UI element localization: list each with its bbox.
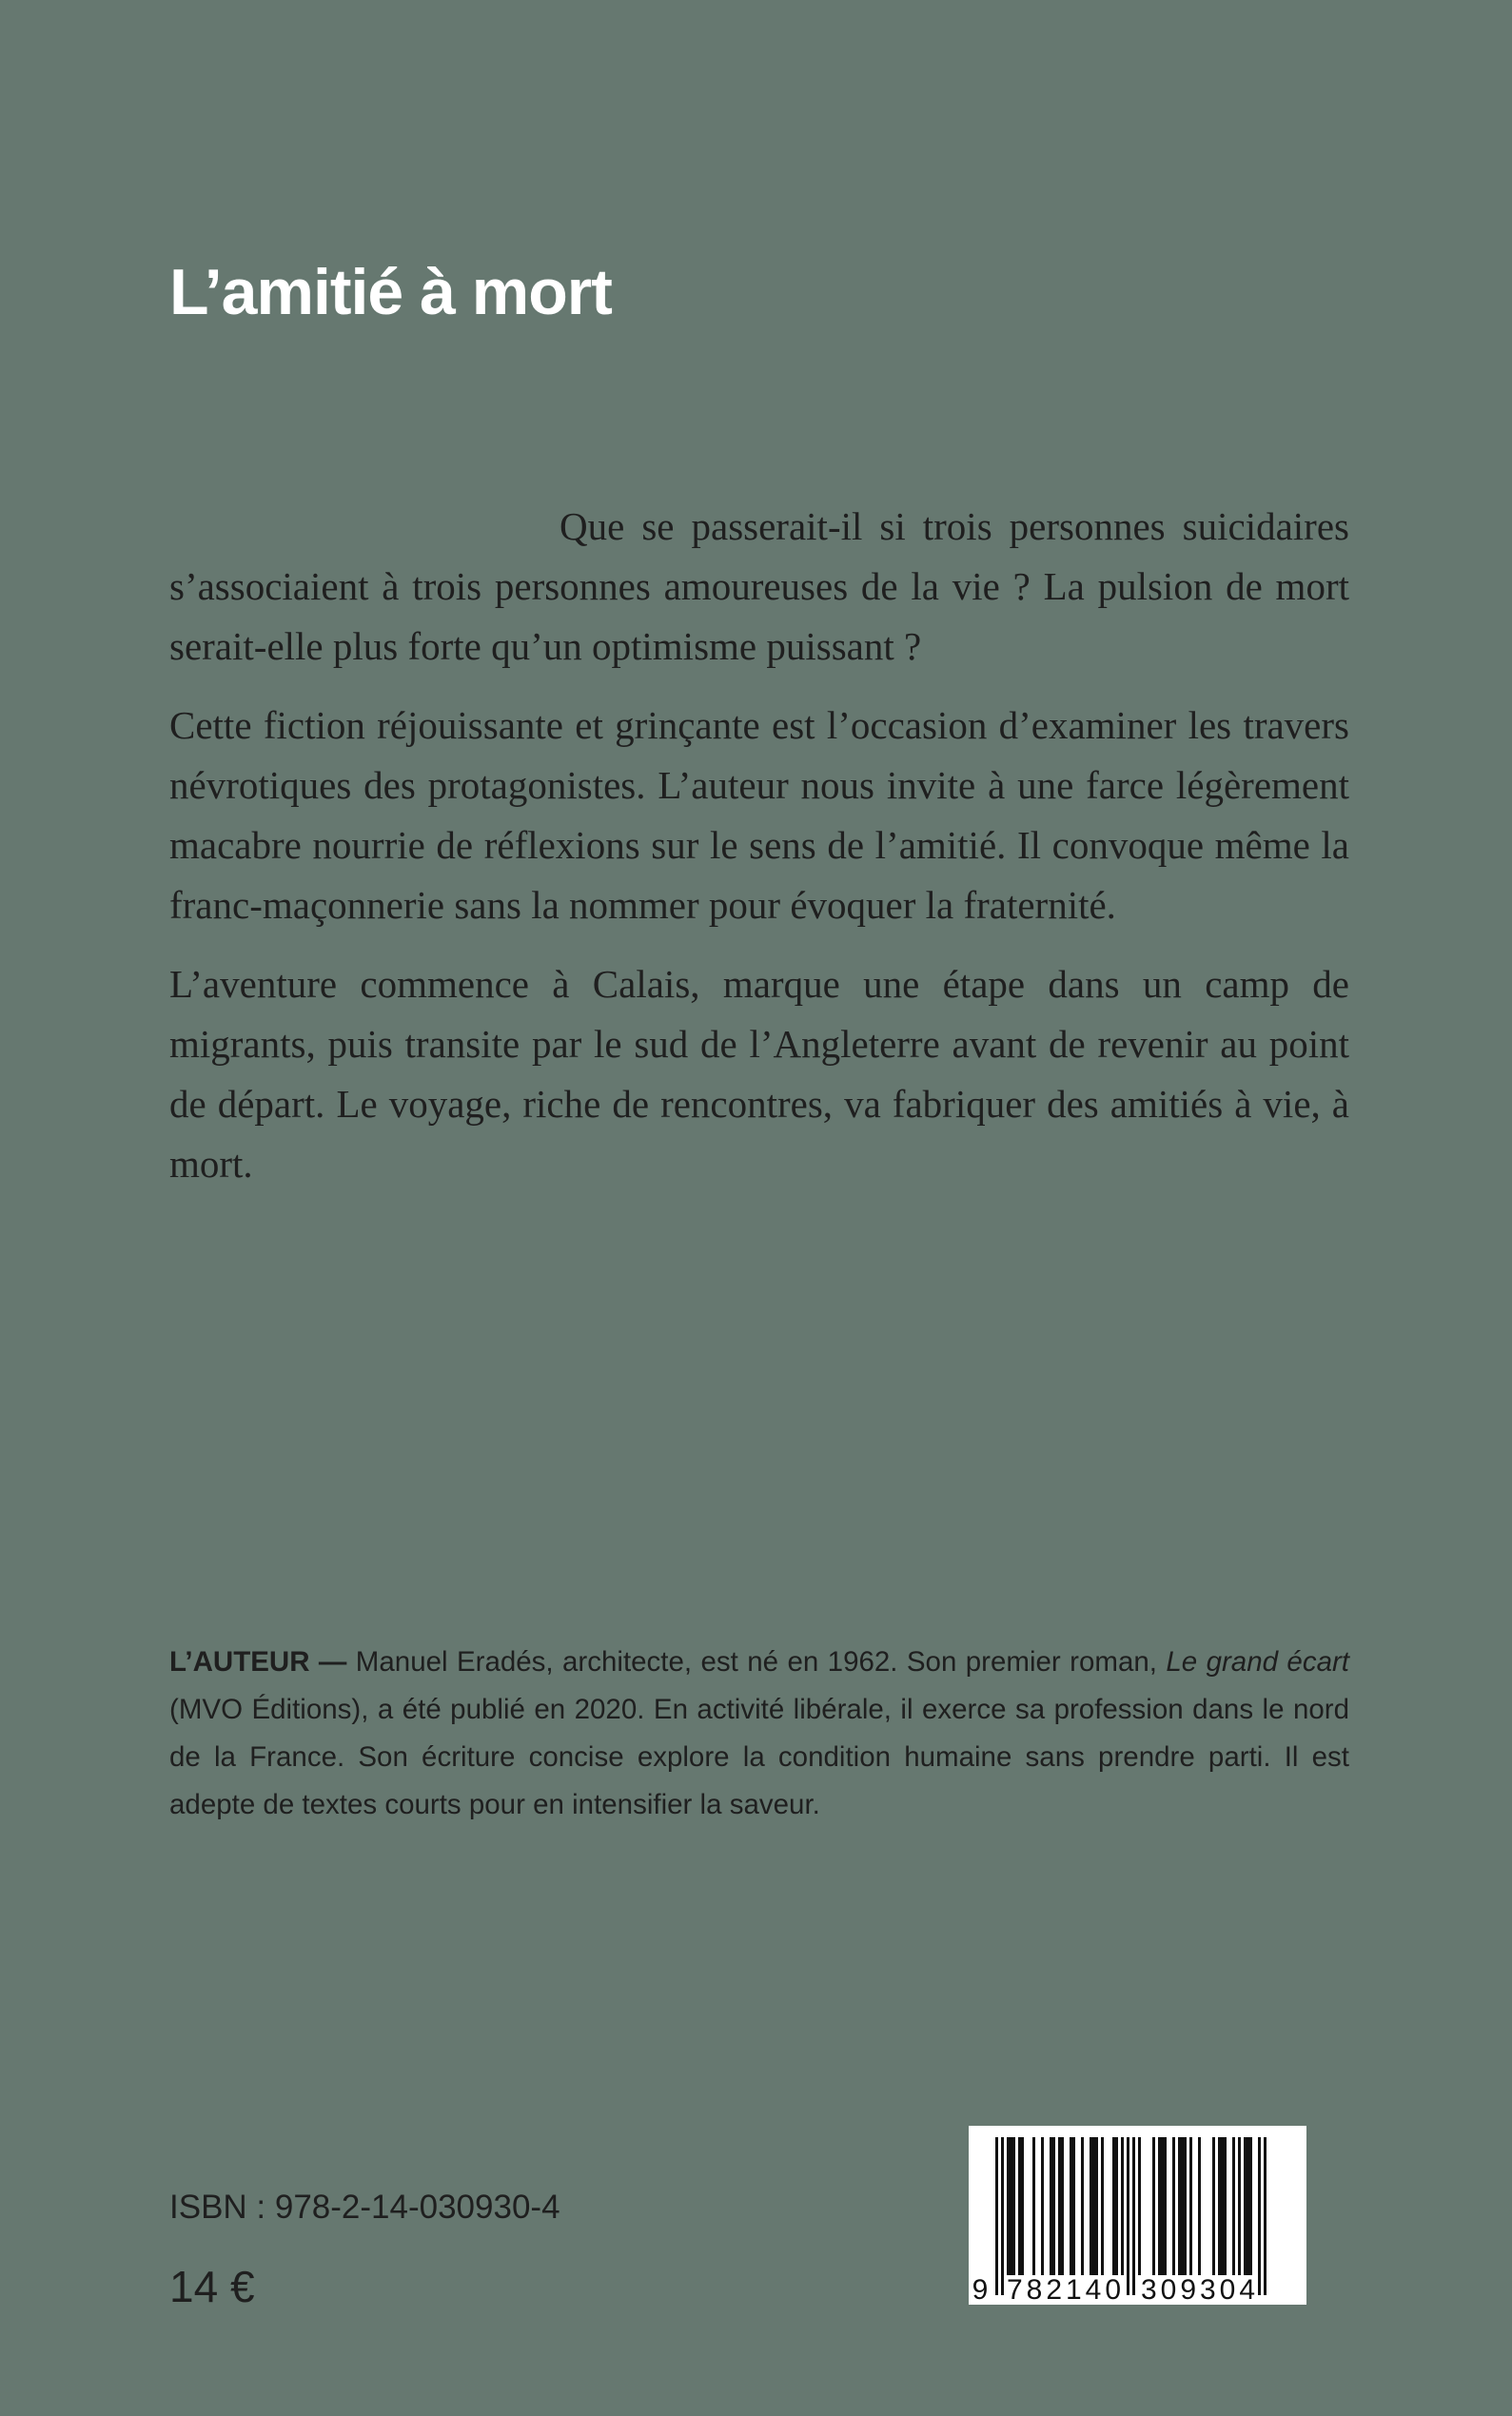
book-title: L’amitié à mort (169, 256, 612, 328)
barcode-bar (1070, 2137, 1072, 2275)
barcode-bar (1095, 2137, 1098, 2275)
barcode-bar (1232, 2137, 1235, 2275)
barcode-bar (1161, 2137, 1164, 2275)
blurb-paragraph: Cette fiction réjouissante et grinçante est l’occasion d’examiner les travers névrotiques des protagonistes. L’auteur nous invite à une farce légèrement macabre nourrie de réflexions sur le sens de l’amitié. Il convoque même la franc-maçonnerie sans la nommer pour évoquer la fraternité. (169, 703, 1349, 927)
barcode-bar (1238, 2137, 1241, 2275)
price: 14 € (169, 2262, 255, 2311)
barcode-bar (995, 2137, 998, 2295)
barcode-bar (1221, 2137, 1224, 2275)
barcode-bar (1021, 2137, 1024, 2275)
barcode-bar (1244, 2137, 1247, 2275)
barcode-bar (1072, 2137, 1075, 2275)
barcode-bar (1052, 2137, 1055, 2275)
barcode-bar (1007, 2137, 1010, 2275)
barcode-bar (1224, 2137, 1227, 2275)
author-book-title: Le grand écart (1166, 1646, 1349, 1678)
barcode-bar (1061, 2137, 1064, 2275)
barcode-bar (1112, 2137, 1115, 2275)
blurb-paragraph: Que se passerait-il si trois personnes suicidaires s’associaient à trois personnes amoureuses de la vie ? La pulsion de mort serait-elle plus forte qu’un optimisme puissant ? (169, 504, 1349, 668)
isbn: ISBN : 978-2-14-030930-4 (169, 2189, 560, 2226)
author-label: L’AUTEUR — (169, 1646, 347, 1678)
barcode-bar (1127, 2137, 1129, 2295)
barcode-digits: 9 (972, 2274, 989, 2305)
barcode-bar (1264, 2137, 1267, 2295)
barcode-bar (1189, 2137, 1192, 2275)
barcode-bar (1090, 2137, 1092, 2275)
blurb-paragraph: L’aventure commence à Calais, marque une étape dans un camp de migrants, puis transite par le sud de l’Angleterre avant de revenir au point de départ. Le voyage, riche de rencontres, va fabriquer des amitiés à vie, à mort. (169, 962, 1349, 1186)
blurb (169, 497, 1349, 1213)
barcode-bar (1018, 2137, 1021, 2275)
barcode-bar (1050, 2137, 1052, 2275)
barcode-bar (1152, 2137, 1155, 2275)
barcode-bar (1198, 2137, 1201, 2275)
barcode-bar (1181, 2137, 1184, 2275)
barcode-bar (1012, 2137, 1015, 2275)
barcode-bar (1081, 2137, 1084, 2275)
barcode-bar (1249, 2137, 1252, 2275)
author-text: Manuel Eradés, architecte, est né en 1962. Son premier roman, (346, 1646, 1167, 1678)
barcode-bar (1158, 2137, 1161, 2275)
barcode-bar (1101, 2137, 1104, 2275)
barcode-bar (1258, 2137, 1261, 2295)
barcode-digits: 782140 (1007, 2274, 1121, 2305)
barcode-bar (1164, 2137, 1167, 2275)
barcode-bar (1138, 2137, 1141, 2275)
barcode-bar (1172, 2137, 1175, 2275)
barcode-bar (1032, 2137, 1035, 2275)
barcode-bar (1115, 2137, 1118, 2275)
barcode-bar (1184, 2137, 1187, 2275)
barcode-bar (1218, 2137, 1221, 2275)
barcode-bar (1010, 2137, 1012, 2275)
barcode-bar (1247, 2137, 1249, 2275)
barcode (969, 2126, 1306, 2305)
barcode-bar (1092, 2137, 1095, 2275)
barcode-bar (1041, 2137, 1044, 2275)
author-text: (MVO Éditions), a été publié en 2020. En activité libérale, il exerce sa profession dans le nord de la France. Son écriture concise explore la condition humaine sans prendre parti. Il est adepte de textes courts pour en intensifier la saveur. (169, 1694, 1349, 1820)
barcode-graphic (969, 2126, 1306, 2305)
barcode-bar (1212, 2137, 1215, 2275)
barcode-bar (1121, 2137, 1124, 2275)
barcode-bar (1058, 2137, 1061, 2275)
barcode-digits: 309304 (1141, 2274, 1255, 2305)
author-bio (169, 1639, 1349, 1829)
barcode-bar (1132, 2137, 1135, 2295)
barcode-bar (1001, 2137, 1004, 2295)
barcode-bar (1178, 2137, 1181, 2275)
